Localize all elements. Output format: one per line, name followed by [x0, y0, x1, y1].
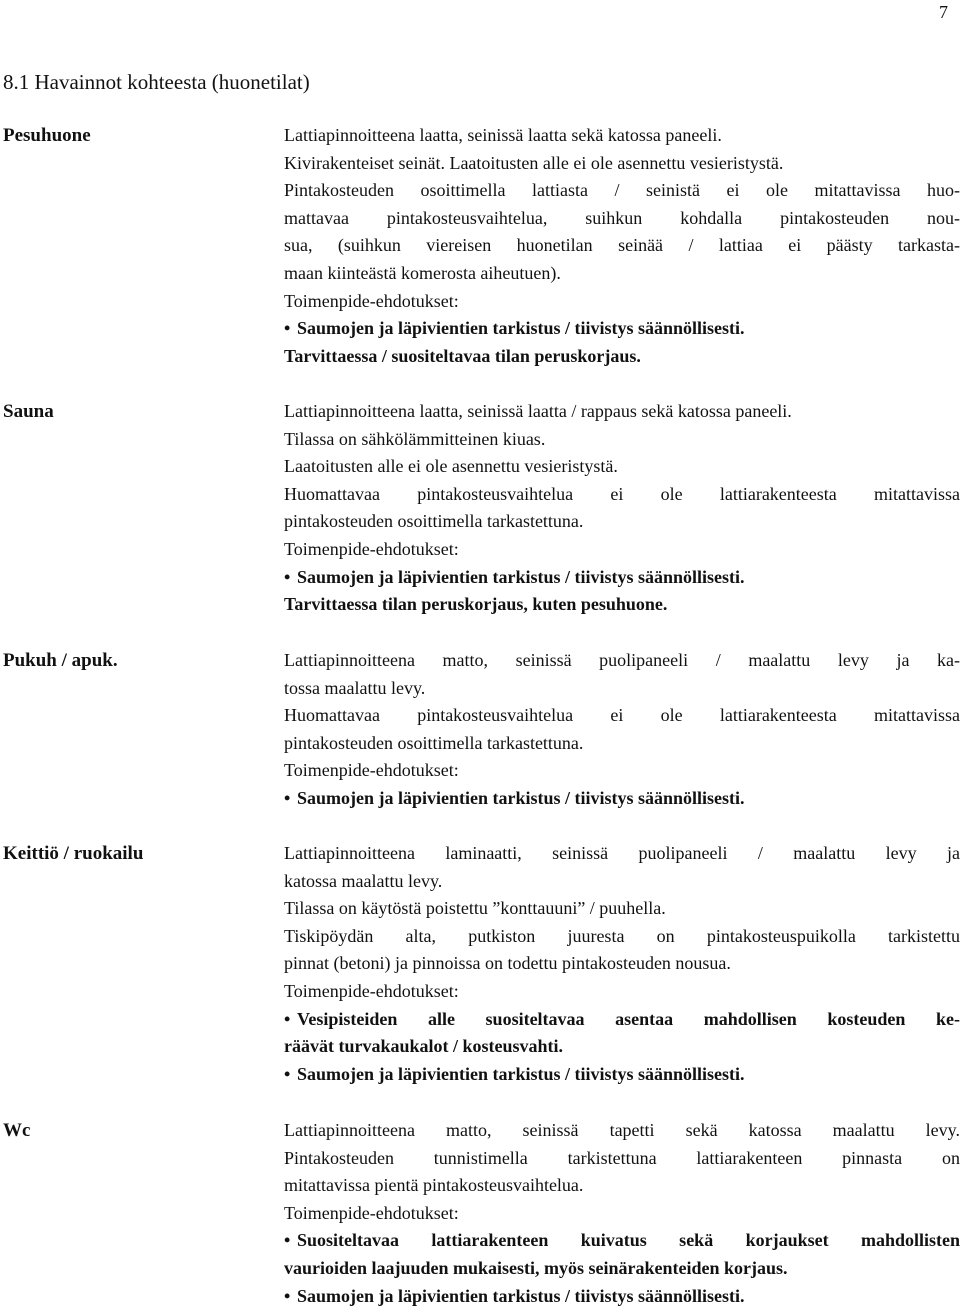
room-description — [284, 1117, 960, 1310]
action-item — [284, 315, 960, 343]
description-line: Huomattavaa pintakosteusvaihtelua ei ole lattiarakenteesta mitattavissa — [284, 483, 960, 504]
action-item — [284, 1006, 960, 1034]
description-line: Huomattavaa pintakosteusvaihtelua ei ole lattiarakenteesta mitattavissa — [284, 705, 960, 726]
room-description — [284, 122, 960, 370]
page-number: 7 — [939, 2, 948, 22]
bullet-icon: • — [284, 1008, 291, 1029]
bullet-icon: • — [284, 318, 291, 339]
description-line: Pintakosteuden osoittimella lattiasta / seinistä ei ole mitattavissa huo- — [284, 180, 960, 201]
description-line: Lattiapinnoitteena laatta, seinissä laatta / rappaus sekä katossa paneeli. — [284, 401, 792, 421]
description-line: Lattiapinnoitteena laminaatti, seinissä puolipaneeli / maalattu levy ja — [284, 843, 960, 863]
action-item — [284, 564, 960, 592]
bullet-icon: • — [284, 1063, 291, 1084]
bullet-icon: • — [284, 1285, 291, 1306]
description-line: pintakosteuden osoittimella tarkastettuna. — [284, 511, 584, 532]
description-line: mitattavissa pientä pintakosteusvaihtelua. — [284, 1175, 584, 1196]
actions-heading: Toimenpide-ehdotukset: — [284, 1202, 459, 1223]
description-line: Lattiapinnoitteena matto, seinissä puolipaneeli / maalattu levy ja ka- — [284, 650, 960, 670]
description-line: Tiskipöydän alta, putkiston juuresta on pintakosteuspuikolla tarkistettu — [284, 925, 960, 946]
room-label: Wc — [3, 1120, 31, 1141]
description-line: Tilassa on käytöstä poistettu ”konttauuni” / puuhella. — [284, 898, 666, 919]
actions-heading: Toimenpide-ehdotukset: — [284, 760, 459, 781]
action-text: vaurioiden laajuuden mukaisesti, myös seinärakenteiden korjaus. — [284, 1257, 788, 1278]
action-item — [284, 1255, 960, 1283]
room-label: Pesuhuone — [3, 125, 91, 146]
description-line: pintakosteuden osoittimella tarkastettuna. — [284, 732, 584, 753]
description-line: Laatoitusten alle ei ole asennettu vesieristystä. — [284, 456, 618, 477]
description-line: Pintakosteuden tunnistimella tarkistettuna lattiarakenteen pinnasta on — [284, 1147, 960, 1168]
actions-heading: Toimenpide-ehdotukset: — [284, 980, 459, 1001]
action-text: Saumojen ja läpivientien tarkistus / tiivistys säännöllisesti. — [297, 318, 745, 339]
description-line: Kivirakenteiset seinät. Laatoitusten alle ei ole asennettu vesieristystä. — [284, 152, 784, 173]
bullet-icon: • — [284, 566, 291, 587]
action-item — [284, 343, 960, 371]
description-line: Tilassa on sähkölämmitteinen kiuas. — [284, 428, 546, 449]
room-label: Keittiö / ruokailu — [3, 843, 144, 864]
action-item — [284, 1227, 960, 1255]
room-description — [284, 840, 960, 1088]
description-line: katossa maalattu levy. — [284, 870, 443, 891]
room-description — [284, 398, 960, 619]
description-line: tossa maalattu levy. — [284, 677, 426, 698]
bullet-icon: • — [284, 787, 291, 808]
room-label: Sauna — [3, 401, 54, 422]
action-item — [284, 1061, 960, 1089]
section-heading: 8.1 Havainnot kohteesta (huonetilat) — [3, 70, 310, 94]
action-text: räävät turvakaukalot / kosteusvahti. — [284, 1036, 564, 1057]
action-text: Saumojen ja läpivientien tarkistus / tiivistys säännöllisesti. — [297, 1285, 745, 1306]
description-line: pinnat (betoni) ja pinnoissa on todettu pintakosteuden nousua. — [284, 953, 731, 974]
action-item — [284, 1283, 960, 1311]
action-text: Suositeltavaa lattiarakenteen kuivatus sekä korjaukset mahdollisten — [297, 1230, 960, 1251]
action-text: Saumojen ja läpivientien tarkistus / tiivistys säännöllisesti. — [297, 566, 745, 587]
description-line: sua, (suihkun viereisen huonetilan seinää / lattiaa ei päästy tarkasta- — [284, 235, 960, 256]
room-description — [284, 647, 960, 813]
action-item — [284, 591, 960, 619]
actions-heading: Toimenpide-ehdotukset: — [284, 538, 459, 559]
actions-heading: Toimenpide-ehdotukset: — [284, 290, 459, 311]
action-text: Tarvittaessa / suositeltavaa tilan peruskorjaus. — [284, 345, 641, 366]
action-item — [284, 785, 960, 813]
action-text: Tarvittaessa tilan peruskorjaus, kuten pesuhuone. — [284, 594, 668, 615]
description-line: maan kiinteästä komerosta aiheutuen). — [284, 262, 561, 283]
action-item — [284, 1033, 960, 1061]
description-line: mattavaa pintakosteusvaihtelua, suihkun kohdalla pintakosteuden nou- — [284, 207, 960, 228]
bullet-icon: • — [284, 1230, 291, 1251]
action-text: Saumojen ja läpivientien tarkistus / tiivistys säännöllisesti. — [297, 1063, 745, 1084]
description-line: Lattiapinnoitteena laatta, seinissä laatta sekä katossa paneeli. — [284, 125, 722, 145]
description-line: Lattiapinnoitteena matto, seinissä tapetti sekä katossa maalattu levy. — [284, 1120, 960, 1140]
action-text: Vesipisteiden alle suositeltavaa asentaa mahdollisen kosteuden ke- — [297, 1008, 960, 1029]
action-text: Saumojen ja läpivientien tarkistus / tiivistys säännöllisesti. — [297, 787, 745, 808]
room-label: Pukuh / apuk. — [3, 650, 118, 671]
